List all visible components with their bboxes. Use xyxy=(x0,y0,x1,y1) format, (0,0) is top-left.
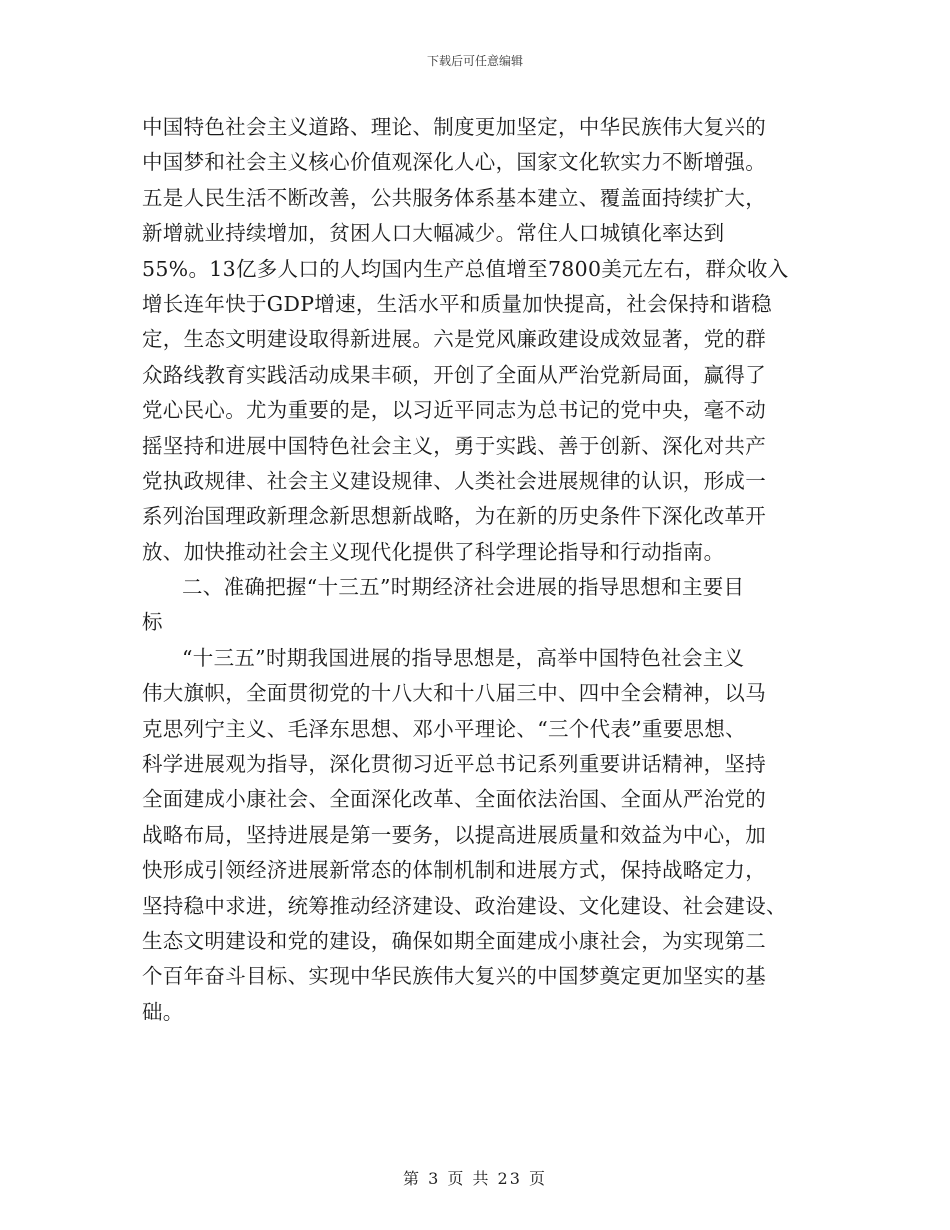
text-line: 摇坚持和进展中国特色社会主义，勇于实践、善于创新、深化对共产 xyxy=(142,433,766,458)
text-line: 增长连年快于GDP增速，生活水平和质量加快提高，社会保持和谐稳 xyxy=(142,291,772,316)
text-line: 55%。13亿多人口的人均国内生产总值增至7800美元左右，群众收入 xyxy=(142,256,789,281)
text-line: “十三五”时期我国进展的指导思想是，高举中国特色社会主义 xyxy=(182,645,745,670)
text-line: 科学进展观为指导，深化贯彻习近平总书记系列重要讲话精神，坚持 xyxy=(142,752,766,777)
page-header: 下载后可任意编辑 xyxy=(426,54,523,68)
text-line: 个百年奋斗目标、实现中华民族伟大复兴的中国梦奠定更加坚实的基 xyxy=(142,964,766,989)
text-line: 战略布局，坚持进展是第一要务，以提高进展质量和效益为中心，加 xyxy=(142,822,766,847)
text-line: 定，生态文明建设取得新进展。六是党风廉政建设成效显著，党的群 xyxy=(142,327,766,352)
page-number-footer: 第 3 页 共 23 页 xyxy=(403,1169,547,1188)
text-line: 中国梦和社会主义核心价值观深化人心，国家文化软实力不断增强。 xyxy=(142,150,766,175)
section-heading-continuation: 标 xyxy=(142,610,163,635)
text-line: 五是人民生活不断改善，公共服务体系基本建立、覆盖面持续扩大， xyxy=(142,185,766,210)
text-line: 坚持稳中求进，统筹推动经济建设、政治建设、文化建设、社会建设、 xyxy=(142,893,787,918)
text-line: 新增就业持续增加，贫困人口大幅减少。常住人口城镇化率达到 xyxy=(142,221,725,246)
text-line: 克思列宁主义、毛泽东思想、邓小平理论、“三个代表”重要思想、 xyxy=(142,716,746,741)
text-line: 系列治国理政新理念新思想新战略，为在新的历史条件下深化改革开 xyxy=(142,504,766,529)
document-body xyxy=(142,110,822,1030)
text-line: 伟大旗帜，全面贯彻党的十八大和十八届三中、四中全会精神，以马 xyxy=(142,681,766,706)
text-line: 众路线教育实践活动成果丰硕，开创了全面从严治党新局面，赢得了 xyxy=(142,362,766,387)
section-heading: 二、准确把握“十三五”时期经济社会进展的指导思想和主要目 xyxy=(182,575,745,600)
text-line: 中国特色社会主义道路、理论、制度更加坚定，中华民族伟大复兴的 xyxy=(142,115,766,139)
text-line: 党执政规律、社会主义建设规律、人类社会进展规律的认识，形成一 xyxy=(142,468,766,493)
text-line: 快形成引领经济进展新常态的体制机制和进展方式，保持战略定力， xyxy=(142,858,766,883)
text-line: 放、加快推动社会主义现代化提供了科学理论指导和行动指南。 xyxy=(142,539,725,564)
text-line: 党心民心。尤为重要的是，以习近平同志为总书记的党中央，毫不动 xyxy=(142,398,766,423)
text-line: 全面建成小康社会、全面深化改革、全面依法治国、全面从严治党的 xyxy=(142,787,766,812)
text-line: 础。 xyxy=(142,999,184,1024)
text-line: 生态文明建设和党的建设，确保如期全面建成小康社会，为实现第二 xyxy=(142,928,766,953)
